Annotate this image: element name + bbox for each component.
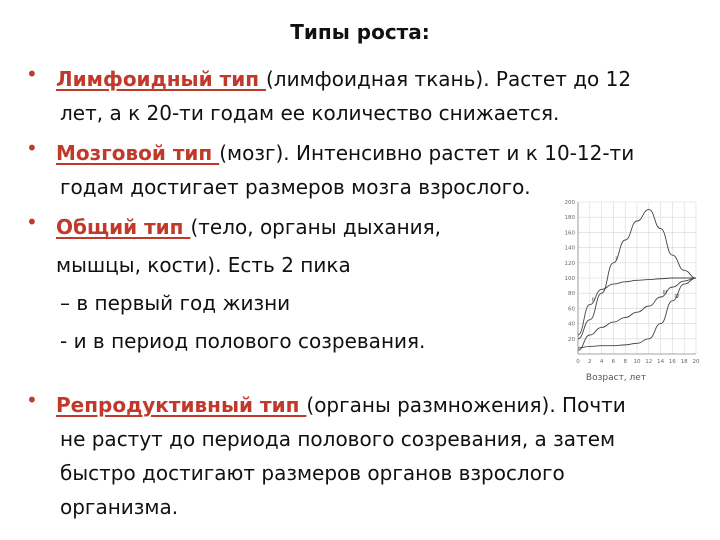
bullet-text: (мозг). Интенсивно растет и к 10-12-ти	[219, 141, 635, 165]
bullet-marker: •	[26, 136, 38, 160]
y-tick-label: 160	[564, 230, 575, 237]
bullet-text: годам достигает размеров мозга взрослого.	[60, 175, 531, 199]
term-reproductive: Репродуктивный тип	[56, 393, 307, 417]
x-tick-label: 2	[588, 359, 592, 365]
x-tick-label: 20	[692, 359, 700, 365]
x-tick-label: 12	[645, 359, 653, 365]
y-tick-label: 40	[568, 321, 575, 328]
series-label: II	[591, 297, 595, 304]
bullet-lymphoid	[56, 62, 696, 130]
y-tick-label: 140	[564, 245, 575, 252]
slide-title: Типы роста:	[290, 20, 430, 44]
x-tick-labels	[576, 359, 700, 365]
growth-chart	[556, 194, 706, 386]
y-tick-label: 20	[568, 336, 575, 343]
bullet-text: организма.	[60, 495, 179, 519]
x-tick-label: 10	[633, 359, 641, 365]
bullet-text: (органы размножения). Почти	[306, 393, 626, 417]
x-tick-label: 0	[576, 359, 580, 365]
term-brain: Мозговой тип	[56, 141, 220, 165]
y-tick-labels	[565, 200, 576, 343]
y-tick-label: 80	[568, 291, 575, 298]
term-lymphoid: Лимфоидный тип	[56, 67, 266, 91]
bullet-marker: •	[26, 62, 38, 86]
x-tick-label: 4	[599, 359, 604, 365]
y-tick-label: 100	[564, 276, 575, 282]
y-tick-label: 200	[564, 200, 575, 206]
y-tick-label: 180	[564, 215, 575, 222]
term-general: Общий тип	[56, 215, 191, 239]
bullet-text: (тело, органы дыхания,	[190, 215, 442, 239]
x-tick-label: 8	[623, 359, 627, 365]
x-tick-label: 6	[611, 359, 616, 365]
series-label: I	[615, 255, 617, 262]
bullet-text: (лимфоидная ткань). Растет до 12	[266, 67, 632, 91]
y-tick-label: 120	[564, 260, 575, 267]
bullet-marker: •	[26, 388, 38, 412]
bullet-text: – в первый год жизни	[60, 291, 291, 315]
bullet-marker: •	[26, 210, 38, 234]
series-label: IV	[674, 293, 680, 300]
x-axis-label: Возраст, лет	[585, 373, 647, 383]
bullet-text: лет, а к 20-ти годам ее количество снижается.	[60, 101, 560, 125]
y-tick-label: 60	[568, 306, 575, 313]
x-tick-label: 18	[680, 359, 688, 365]
bullet-text: не растут до периода полового созревания, а затем	[60, 427, 616, 451]
x-tick-label: 14	[657, 359, 665, 365]
bullet-reproductive	[56, 388, 696, 524]
bullet-general	[56, 210, 536, 358]
bullet-text: быстро достигают размеров органов взрослого	[60, 461, 565, 485]
series-label: III	[662, 290, 668, 296]
bullet-text: - и в период полового созревания.	[60, 329, 426, 353]
bullet-text: мышцы, кости). Есть 2 пика	[56, 253, 351, 277]
x-tick-label: 16	[668, 359, 676, 365]
